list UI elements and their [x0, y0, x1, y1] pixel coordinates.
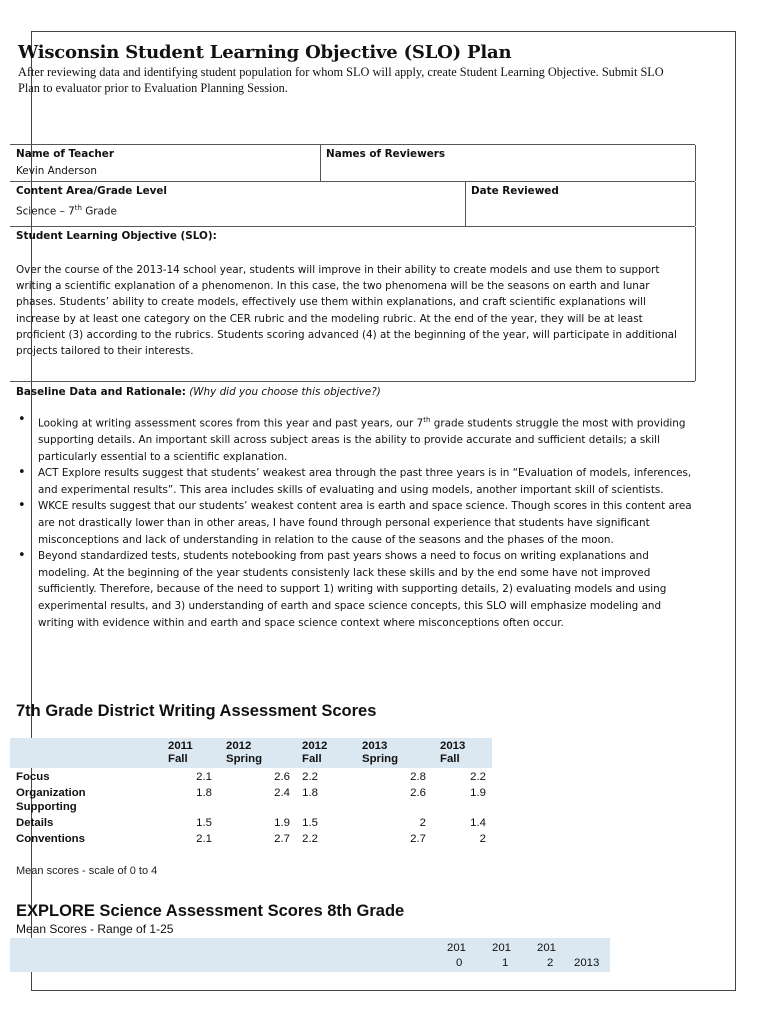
table-cell: 1.8 [196, 787, 212, 799]
table-cell: 2.6 [410, 787, 426, 799]
column-term: Fall [168, 753, 188, 765]
column-term: Spring [226, 753, 263, 765]
column-header [226, 740, 262, 766]
table-cell: 2.7 [410, 833, 426, 845]
writing-scores-heading: 7th Grade District Writing Assessment Scores [16, 702, 377, 720]
content-area-value-suffix: Grade [81, 205, 117, 218]
content-area-row [10, 181, 695, 226]
bullet-text-continued: grade students struggle the most with providing supporting details. An important skill across subject areas is the ability to provide accurate and sufficient details; a skill particularly essential to a scientific explanation. [38, 417, 686, 463]
table-cell: 2.4 [274, 787, 290, 799]
table-cell: 1.9 [274, 817, 290, 829]
table-cell: 2.6 [274, 771, 290, 783]
table-cell: 1.8 [302, 787, 318, 799]
row-label: Conventions [16, 833, 85, 845]
reviewers-label: Names of Reviewers [326, 148, 446, 160]
cell-divider [695, 227, 696, 381]
table-row [10, 786, 492, 800]
baseline-bullets [16, 412, 692, 631]
bullet-text: ACT Explore results suggest that students’ weakest area through the past three years is in “Evaluation of models, inferences, and experimental results”. This area includes skills of evaluating and using models, another important skill of scientists. [38, 467, 692, 496]
column-header: 201 [447, 942, 467, 954]
date-reviewed-cell [465, 182, 695, 226]
column-header [168, 740, 193, 766]
row-label: Organization [16, 787, 86, 799]
column-term: Fall [440, 753, 460, 765]
column-term: Fall [302, 753, 322, 765]
table-cell: 1.4 [470, 817, 486, 829]
table-row [10, 800, 492, 830]
table-cell: 2.8 [410, 771, 426, 783]
column-header-continued: 2 [547, 957, 554, 969]
table-cell: 2.1 [196, 833, 212, 845]
explore-subheading: Mean Scores - Range of 1-25 [16, 922, 174, 936]
bullet-sup: th [423, 416, 431, 424]
table-header [10, 738, 492, 768]
page-title: Wisconsin Student Learning Objective (SLO) Plan [18, 42, 512, 63]
table-cell: 2.2 [470, 771, 486, 783]
column-year: 2011 [168, 740, 193, 752]
column-header: 201 [537, 942, 557, 954]
intro-text: After reviewing data and identifying student population for whom SLO will apply, create Student Learning Objective. Submit SLO Plan to evaluator prior to Evaluation Planning Session. [18, 65, 664, 95]
table-row [10, 832, 492, 846]
explore-table-header [10, 938, 610, 972]
teacher-cell [10, 145, 320, 181]
bullet-text: Looking at writing assessment scores from this year and past years, our 7 [38, 417, 424, 430]
table-cell: 2.2 [302, 771, 318, 783]
teacher-name: Kevin Anderson [16, 165, 97, 177]
row-label: Supporting [16, 801, 77, 813]
table-cell: 2 [479, 833, 486, 845]
cell-divider [695, 145, 696, 181]
bullet-text: Beyond standardized tests, students notebooking from past years shows a need to focus on writing explanations and modeling. At the beginning of the year students consistenly lack these skills and by the end some have not improved sufficiently. Therefore, because of the need to support 1) writing with supporting details, 2) evaluating models and using experimental results, and 3) understanding of earth and space science concepts, this SLO will emphasize modeling and writing with evidence within and earth and space science context where misconceptions often occur. [38, 550, 667, 629]
teacher-label: Name of Teacher [16, 148, 114, 160]
slo-label-cell [10, 227, 695, 246]
slo-text: Over the course of the 2013-14 school year, students will improve in their ability to create models and use them to support writing a scientific explanation of a phenomenon. In this case, the two phenomena will be the seasons on earth and lunar phases. Students’ ability to create models, effectively use them within explanations, and craft scientific explanations will increase by at least one category on the CER rubric and the modeling rubric. At the end of the year, they will be at least proficient (3) according to the rubrics. Students scoring advanced (4) at the beginning of the year, will participate in additional projects tailored to their interests. [16, 264, 677, 358]
table-cell: 1.9 [470, 787, 486, 799]
content-area-value-sup: th [74, 204, 82, 212]
table-cell: 2.2 [302, 833, 318, 845]
row-label-continued: Details [16, 817, 54, 829]
teacher-row [10, 144, 695, 181]
cell-divider [695, 182, 696, 226]
table-cell: 1.5 [302, 817, 318, 829]
table-cell: 2.1 [196, 771, 212, 783]
row-label: Focus [16, 771, 50, 783]
column-header-continued: 1 [502, 957, 509, 969]
explore-heading: EXPLORE Science Assessment Scores 8th Grade [16, 902, 405, 920]
baseline-divider [10, 381, 695, 382]
column-header [440, 740, 465, 766]
baseline-label: Baseline Data and Rationale: [16, 386, 186, 398]
column-header [302, 740, 327, 766]
list-item [16, 498, 692, 548]
content-area-label: Content Area/Grade Level [16, 185, 167, 197]
content-area-value [16, 200, 449, 220]
baseline-question: (Why did you choose this objective?) [189, 386, 381, 398]
slo-label: Student Learning Objective (SLO): [16, 230, 217, 242]
column-header: 201 [492, 942, 512, 954]
column-year: 2013 [440, 740, 466, 752]
list-item [16, 412, 692, 465]
scale-note: Mean scores - scale of 0 to 4 [16, 865, 158, 877]
content-area-cell [10, 182, 455, 226]
date-reviewed-label: Date Reviewed [471, 185, 559, 197]
column-term: Spring [362, 753, 399, 765]
table-row [10, 770, 492, 784]
column-year: 2012 [226, 740, 252, 752]
column-header [362, 740, 398, 766]
list-item [16, 465, 692, 498]
table-cell: 1.5 [196, 817, 212, 829]
bullet-text: WKCE results suggest that our students’ weakest content area is earth and space science. Though scores in this content area are not drastically lower than in other areas, I have found through personal experience that students have significant misconceptions and lack of understanding in relation to the cause of the seasons and the phases of the moon. [38, 500, 692, 546]
list-item [16, 548, 692, 631]
table-cell: 2 [419, 817, 426, 829]
reviewers-cell [320, 145, 695, 181]
table-cell: 2.7 [274, 833, 290, 845]
content-area-value-prefix: Science – 7 [16, 205, 75, 218]
baseline-heading [16, 386, 381, 398]
column-header-continued: 2013 [574, 957, 600, 969]
column-year: 2012 [302, 740, 328, 752]
column-header-continued: 0 [456, 957, 463, 969]
column-year: 2013 [362, 740, 388, 752]
